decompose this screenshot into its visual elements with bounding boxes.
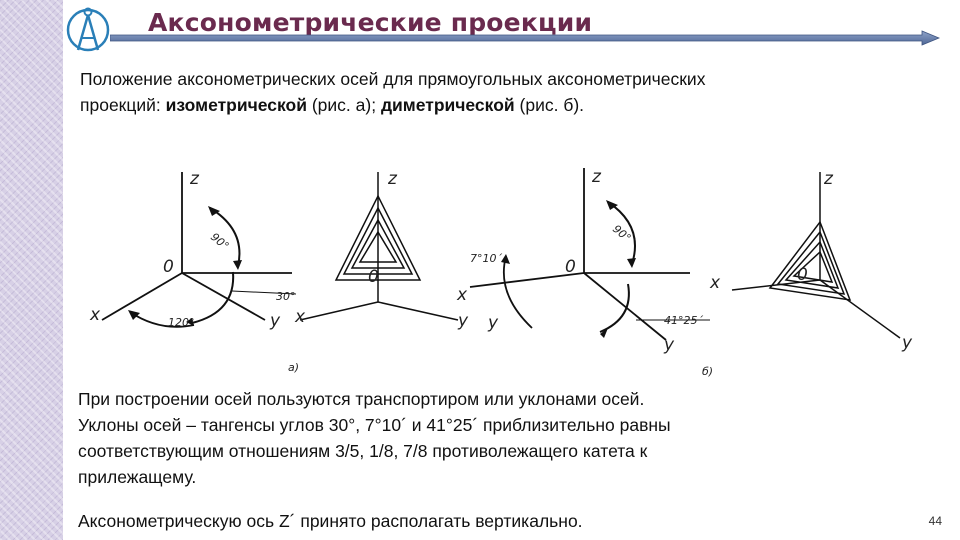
- figure-b2-y-label: y: [902, 333, 913, 353]
- figure-a-isometric-trihedron: [300, 172, 458, 320]
- intro-paragraph: [80, 66, 950, 118]
- dimetric-word: диметрической: [380, 95, 515, 115]
- figure-a-angle-30: 30°: [276, 290, 296, 303]
- figure-a-isometric-axes: [102, 172, 296, 327]
- intro-line-2: [80, 92, 950, 118]
- figure-b-z-label: z: [592, 167, 601, 187]
- figure-b-x-label: x: [457, 285, 468, 305]
- figure-b-angle-90: 90°: [610, 222, 634, 245]
- dimetric-ref: (рис. б).: [514, 95, 585, 115]
- figure-b-y-label: y: [488, 313, 499, 333]
- axonometric-axes-figure: [60, 160, 960, 382]
- page-number: 44: [928, 514, 942, 528]
- figure-a2-origin-label: 0: [368, 267, 379, 287]
- title-underline-arrow: [110, 30, 940, 46]
- figure-b-angle-41-25: 41°25´: [664, 314, 703, 327]
- figure-a-origin-label: 0: [163, 257, 174, 277]
- isometric-ref: (рис. а);: [306, 95, 381, 115]
- body-paragraph: [78, 386, 918, 490]
- figure-a-z-label: z: [190, 169, 199, 189]
- figure-b2-origin-label: 0: [797, 265, 808, 285]
- figure-a-x-label: x: [90, 305, 101, 325]
- figure-b-angle-7-10: 7°10´: [470, 252, 502, 265]
- intro-line-1: Положение аксонометрических осей для прямоугольных аксонометрических: [80, 69, 706, 89]
- figure-a2-y-label: y: [458, 311, 469, 331]
- body-line-1: При построении осей пользуются транспортиром или уклонами осей.: [78, 389, 645, 409]
- figure-b-dimetric-trihedron: [732, 172, 900, 338]
- intro-line-2-start: проекций:: [80, 95, 166, 115]
- isometric-word: изометрической: [165, 95, 307, 115]
- figure-a-angle-arrowheads: [128, 206, 242, 326]
- caption-b: б): [702, 365, 714, 378]
- body-line-3: соответствующим отношениям 3/5, 1/8, 7/8 противолежащего катета к: [78, 441, 648, 461]
- figure-b2-z-label: z: [824, 169, 833, 189]
- figure-a-y-label: y: [270, 311, 281, 331]
- figure-b-origin-label: 0: [565, 257, 576, 277]
- compass-logo-icon: [64, 4, 112, 54]
- page-title: Аксонометрические проекции: [148, 8, 593, 37]
- body-line-4: прилежащему.: [78, 467, 197, 487]
- caption-a: а): [288, 361, 300, 374]
- figure-b2-x-label: x: [710, 273, 721, 293]
- figure-b-y-label-2: y: [664, 335, 675, 355]
- figure-a2-z-label: z: [388, 169, 397, 189]
- figure-a-angle-120: 120°: [168, 316, 195, 329]
- body-line-5: Аксонометрическую ось Z´ принято располагать вертикально.: [78, 511, 583, 531]
- figure-a-angle-90: 90°: [208, 230, 232, 253]
- decorative-side-pattern: [0, 0, 63, 540]
- figure-a2-x-label: x: [295, 307, 306, 327]
- body-line-2: Уклоны осей – тангенсы углов 30°, 7°10´ и 41°25´ приблизительно равны: [78, 415, 671, 435]
